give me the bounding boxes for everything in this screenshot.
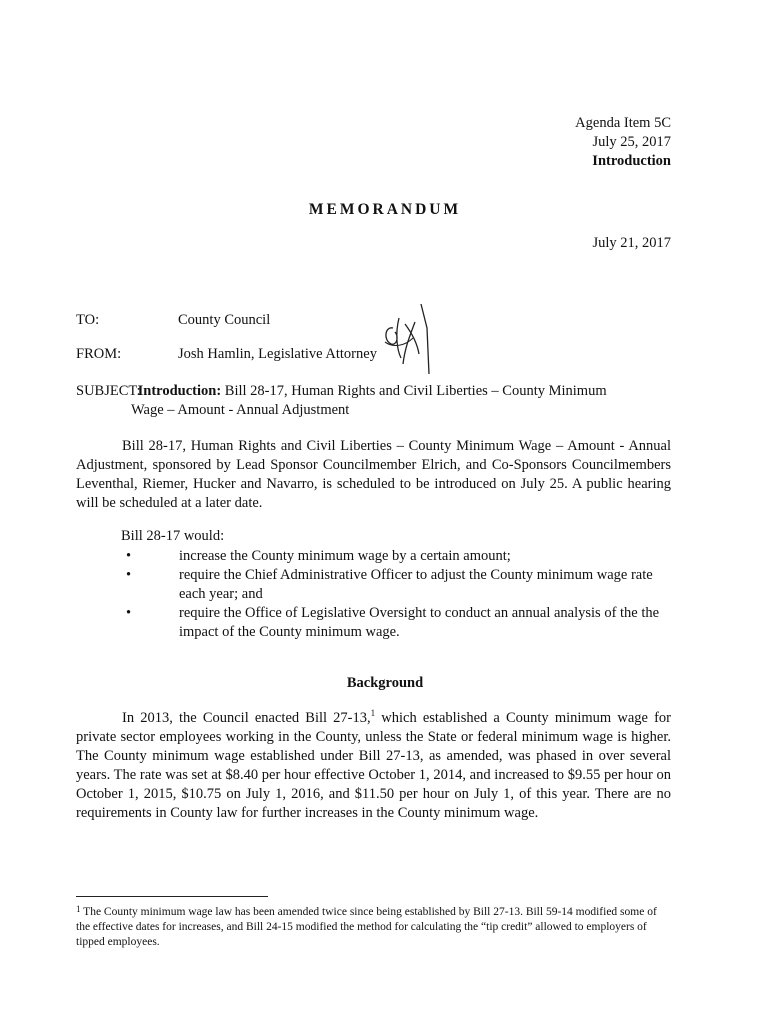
from-value: Josh Hamlin, Legislative Attorney (178, 346, 377, 362)
background-text-start: In 2013, the Council enacted Bill 27-13, (122, 710, 371, 726)
list-item-text: increase the County minimum wage by a certain amount; (179, 548, 511, 564)
list-item (76, 566, 671, 604)
from-label: FROM: (76, 346, 122, 362)
agenda-item: Agenda Item 5C (575, 115, 671, 131)
list-item-text: require the Office of Legislative Oversight to conduct an annual analysis of the the impact of the County minimum wage. (179, 605, 660, 640)
to-label: TO: (76, 312, 100, 328)
background-text-rest: which established a County minimum wage for private sector employees working in the County, unless the State or federal minimum wage is higher. The County minimum wage established under Bill 27-13, as amended, was phased in over several years. The rate was set at $8.40 per hour effective October 1, 2014, and increased to $9.55 per hour on October 1, 2015, $10.75 on July 1, 2016, and $11.50 per hour on July 1, of this year. There are no requirements in County law for further increases in the County minimum wage. (76, 710, 671, 821)
subject-continuation: Wage – Amount - Annual Adjustment (131, 402, 350, 418)
list-item (76, 604, 671, 642)
background-paragraph (76, 709, 671, 823)
list-intro: Bill 28-17 would: (121, 528, 225, 544)
bullet-glyph: • (126, 567, 132, 583)
bullet-glyph: • (126, 605, 132, 621)
bullet-glyph: • (126, 548, 132, 564)
list-item-text: require the Chief Administrative Officer to adjust the County minimum wage rate each year; and (179, 567, 653, 602)
footnote-marker: 1 (76, 904, 81, 914)
background-heading: Background (346, 675, 424, 691)
footnote-divider (76, 896, 268, 897)
subject-label: SUBJECT: (76, 383, 141, 399)
to-value: County Council (178, 312, 271, 328)
memo-date: July 21, 2017 (592, 235, 671, 251)
subject-bold: Introduction: (137, 383, 222, 399)
signature-mark (355, 298, 445, 376)
memo-title: MEMORANDUM (308, 201, 462, 218)
footnote-ref[interactable]: 1 (370, 708, 376, 718)
footnote (76, 905, 671, 950)
footnote-text: The County minimum wage law has been amended twice since being established by Bill 27-13. Bill 59-14 modified some of the effective dates for increases, and Bill 24-15 modified the method for calculating the “tip credit” allowed to employers of tipped employees. (76, 906, 657, 948)
intro-paragraph: Bill 28-17, Human Rights and Civil Liberties – County Minimum Wage – Amount - Annual Adjustment, sponsored by Lead Sponsor Councilmember Elrich, and Co-Sponsors Councilmembers Leventhal, Riemer, Hucker and Navarro, is scheduled to be introduced on July 25. A public hearing will be scheduled at a later date. (76, 438, 671, 511)
subject-line (76, 383, 676, 400)
agenda-block (575, 114, 671, 171)
agenda-status: Introduction (592, 153, 671, 169)
list-item (76, 547, 671, 566)
bullet-list (76, 547, 671, 642)
subject-text: Bill 28-17, Human Rights and Civil Liberties – County Minimum (221, 383, 607, 399)
agenda-date: July 25, 2017 (592, 134, 671, 150)
